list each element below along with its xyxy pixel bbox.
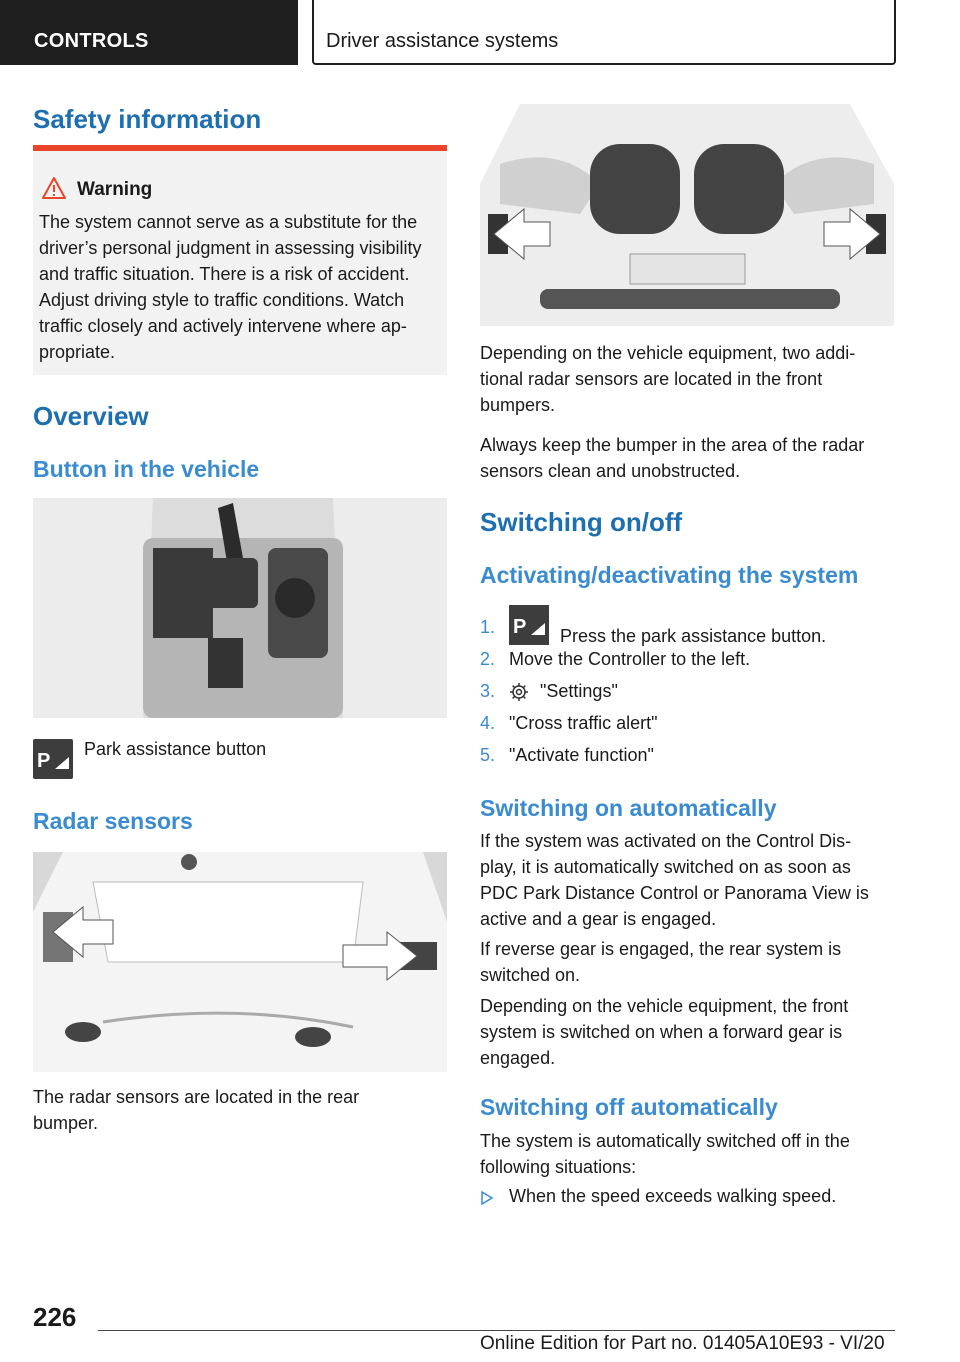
list-item: 3. "Settings" xyxy=(480,681,618,701)
button-heading: Button in the vehicle xyxy=(33,456,260,482)
warning-line: propriate. xyxy=(39,342,116,362)
text-line: engaged. xyxy=(480,1048,556,1068)
header-chapter-tab xyxy=(312,0,896,65)
text-line: If the system was activated on the Control Dis- xyxy=(480,831,852,851)
warning-text xyxy=(39,209,441,365)
page-number: 226 xyxy=(33,1302,77,1332)
text-line: tional radar sensors are located in the front xyxy=(480,369,823,389)
auto-on-heading: Switching on automatically xyxy=(480,795,777,821)
list-item: 5. "Activate function" xyxy=(480,745,654,765)
warning-line: Adjust driving style to traffic conditions. Watch xyxy=(39,290,405,310)
radar-text xyxy=(33,1084,359,1136)
header-section: CONTROLS xyxy=(34,30,149,52)
list-item: 4. "Cross traffic alert" xyxy=(480,713,658,733)
header-section-tab xyxy=(0,0,298,65)
warning-line: The system cannot serve as a substitute for the xyxy=(39,212,418,232)
text-line: The radar sensors are located in the rear xyxy=(33,1087,360,1107)
list-item: 1. P Press the park assistance button. xyxy=(480,617,900,645)
bullet-item: When the speed exceeds walking speed. xyxy=(480,1186,900,1214)
text-line: switched on. xyxy=(480,965,581,985)
text-line: The system is automatically switched off in the xyxy=(480,1131,850,1151)
text-line: Depending on the vehicle equipment, two addi- xyxy=(480,343,856,363)
switching-heading: Switching on/off xyxy=(480,507,683,537)
interior-console-image xyxy=(33,498,447,718)
text-line: system is switched on when a forward gear is xyxy=(480,1022,843,1042)
svg-text:P: P xyxy=(513,616,527,638)
list-item: 2. Move the Controller to the left. xyxy=(480,649,751,669)
overview-heading: Overview xyxy=(33,401,149,431)
radar-heading: Radar sensors xyxy=(33,808,193,834)
footer-divider xyxy=(98,1330,895,1331)
park-assist-button-icon xyxy=(33,739,73,779)
activating-heading: Activating/deactivating the system xyxy=(480,562,859,588)
text-line: bumper. xyxy=(33,1113,99,1133)
forward-text xyxy=(480,993,848,1071)
warning-line: traffic closely and actively intervene where ap- xyxy=(39,316,407,336)
warning-line: driver’s personal judgment in assessing visibility xyxy=(39,238,422,258)
auto-off-heading: Switching off automatically xyxy=(480,1094,778,1120)
auto-off-text xyxy=(480,1128,850,1180)
text-line: play, it is automatically switched on as soon as xyxy=(480,857,851,877)
text-line: following situations: xyxy=(480,1157,637,1177)
text-line: bumpers. xyxy=(480,395,556,415)
keep-clean-text xyxy=(480,432,864,484)
warning-line: and traffic situation. There is a risk of accident. xyxy=(39,264,410,284)
text-line: active and a gear is engaged. xyxy=(480,909,717,929)
button-caption: Park assistance button xyxy=(84,739,267,759)
triangle-bullet-icon xyxy=(480,1191,494,1205)
text-line: If reverse gear is engaged, the rear system is xyxy=(480,939,842,959)
text-line: PDC Park Distance Control or Panorama View is xyxy=(480,883,869,903)
safety-heading: Safety information xyxy=(33,104,262,134)
warning-box xyxy=(33,145,447,375)
svg-text:P: P xyxy=(37,750,51,772)
rear-bumper-image xyxy=(33,852,447,1072)
reverse-text xyxy=(480,936,841,988)
park-assist-icon xyxy=(509,605,549,645)
front-bumper-image xyxy=(480,104,894,326)
text-line: sensors clean and unobstructed. xyxy=(480,461,741,481)
auto-on-text xyxy=(480,828,869,932)
footer-edition: Online Edition for Part no. 01405A10E93 - VI/20 xyxy=(480,1333,885,1354)
gear-icon xyxy=(509,682,529,702)
warning-icon xyxy=(41,176,67,200)
front-sensors-text xyxy=(480,340,855,418)
text-line: Always keep the bumper in the area of the radar xyxy=(480,435,865,455)
header-chapter: Driver assistance systems xyxy=(326,30,559,52)
text-line: Depending on the vehicle equipment, the front xyxy=(480,996,849,1016)
warning-title: Warning xyxy=(77,179,153,200)
